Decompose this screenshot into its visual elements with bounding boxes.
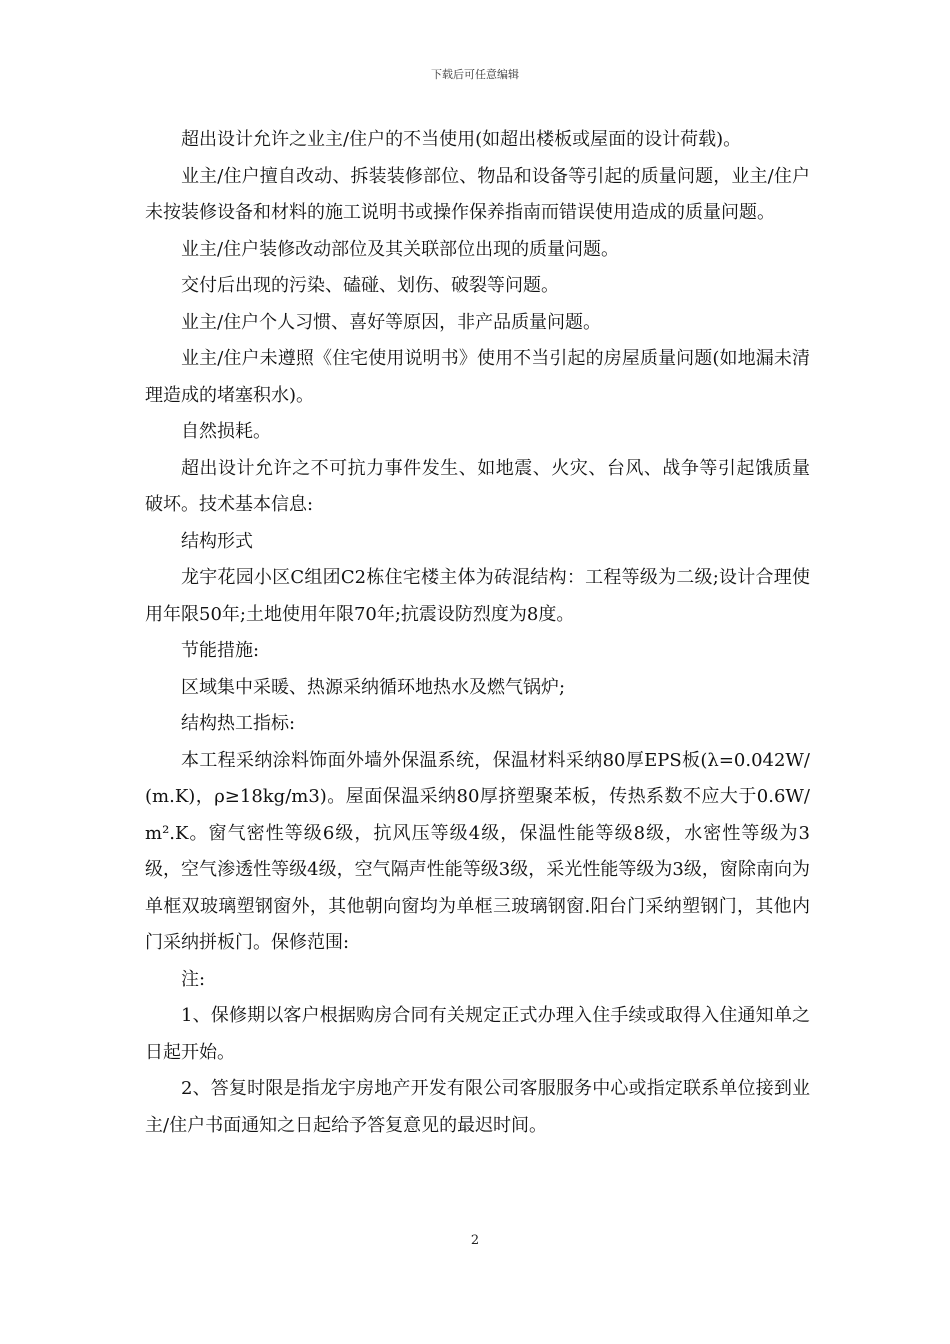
note-item: 2、答复时限是指龙宇房地产开发有限公司客服服务中心或指定联系单位接到业主/住户书面通知之日起给予答复意见的最迟时间。 [145,1078,810,1136]
paragraph: 龙宇花园小区C组团C2栋住宅楼主体为砖混结构：工程等级为二级;设计合理使用年限50年;土地使用年限70年;抗震设防烈度为8度。 [145,567,810,625]
document-body [145,122,810,1144]
paragraph: 超出设计允许之业主/住户的不当使用(如超出楼板或屋面的设计荷载)。 [181,129,742,150]
paragraph: 自然损耗。 [181,421,271,442]
paragraph: 区域集中采暖、热源采纳循环地热水及燃气锅炉; [181,676,566,698]
page-number: 2 [470,1233,480,1248]
paragraph: 超出设计允许之不可抗力事件发生、如地震、火灾、台风、战争等引起饿质量破坏。技术基本信息: [145,457,810,515]
section-heading-energy: 节能措施: [181,640,260,661]
paragraph: 业主/住户擅自改动、拆装装修部位、物品和设备等引起的质量问题，业主/住户未按装修设备和材料的施工说明书或操作保养指南而错误使用造成的质量问题。 [145,165,810,223]
paragraph: 业主/住户装修改动部位及其关联部位出现的质量问题。 [181,238,620,260]
paragraph: 本工程采纳涂料饰面外墙外保温系统，保温材料采纳80厚EPS板(λ=0.042W/(m.K)，ρ≥18kg/m3)。屋面保温采纳80厚挤塑聚苯板，传热系数不应大于0.6W/m².K。窗气密性等级6级，抗风压等级4级，保温性能等级8级，水密性等级为3级，空气渗透性等级4级，空气隔声性能等级3级，采光性能等级为3级，窗除南向为单框双玻璃塑钢窗外，其他朝向窗均为单框三玻璃钢窗.阳台门采纳塑钢门，其他内门采纳拼板门。保修范围: [145,749,810,953]
paragraph: 业主/住户未遵照《住宅使用说明书》使用不当引起的房屋质量问题(如地漏未清理造成的堵塞积水)。 [145,348,810,406]
paragraph: 业主/住户个人习惯、喜好等原因，非产品质量问题。 [181,311,602,333]
paragraph: 交付后出现的污染、磕碰、划伤、破裂等问题。 [181,275,559,296]
note-item: 1、保修期以客户根据购房合同有关规定正式办理入住手续或取得入住通知单之日起开始。 [145,1005,810,1063]
section-heading-structure: 结构形式 [181,530,253,552]
page-header: 下载后可任意编辑 [431,68,519,81]
note-heading: 注: [181,968,206,990]
section-heading-thermal: 结构热工指标: [181,713,296,734]
